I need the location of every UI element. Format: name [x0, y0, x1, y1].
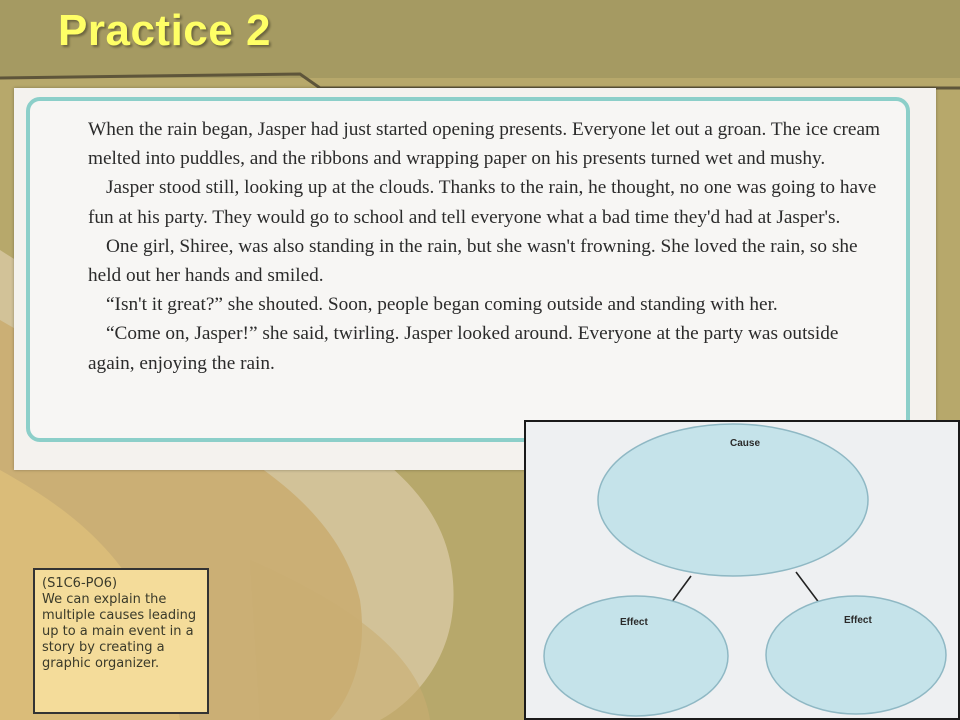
objective-text: We can explain the multiple causes leading up to a main event in a story by creating a graphic organizer. [42, 592, 197, 671]
cause-label: Cause [730, 438, 761, 449]
passage-paragraph: “Come on, Jasper!” she said, twirling. Jasper looked around. Everyone at the party was outside again, enjoying the rain. [88, 323, 839, 374]
story-passage-image [14, 88, 936, 470]
effect-label-right: Effect [844, 615, 872, 626]
passage-paragraph: One girl, Shiree, was also standing in the rain, but she wasn't frowning. She loved the rain, so she held out her hands and smiled. [88, 235, 858, 287]
effect-label-left: Effect [620, 617, 648, 628]
objective-code: (S1C6-PO6) [42, 576, 118, 591]
effect-bubble-right [766, 596, 946, 714]
slide-title: Practice 2 [58, 6, 271, 55]
passage-paragraph: “Isn't it great?” she shouted. Soon, people began coming outside and standing with her. [106, 294, 778, 316]
passage-paragraph: Jasper stood still, looking up at the clouds. Thanks to the rain, he thought, no one was going to have fun at his party. They would go to school and tell everyone what a bad time they'd had at Jasper's. [88, 177, 877, 228]
story-passage-box [26, 97, 910, 442]
cause-effect-organizer [524, 420, 960, 720]
effect-bubble-left [544, 596, 728, 716]
learning-objective-box [33, 568, 209, 714]
passage-paragraph: When the rain began, Jasper had just started opening presents. Everyone let out a groan. The ice cream melted into puddles, and the ribbons and wrapping paper on his presents turned wet and mushy. [88, 119, 881, 170]
organizer-diagram [526, 422, 960, 720]
